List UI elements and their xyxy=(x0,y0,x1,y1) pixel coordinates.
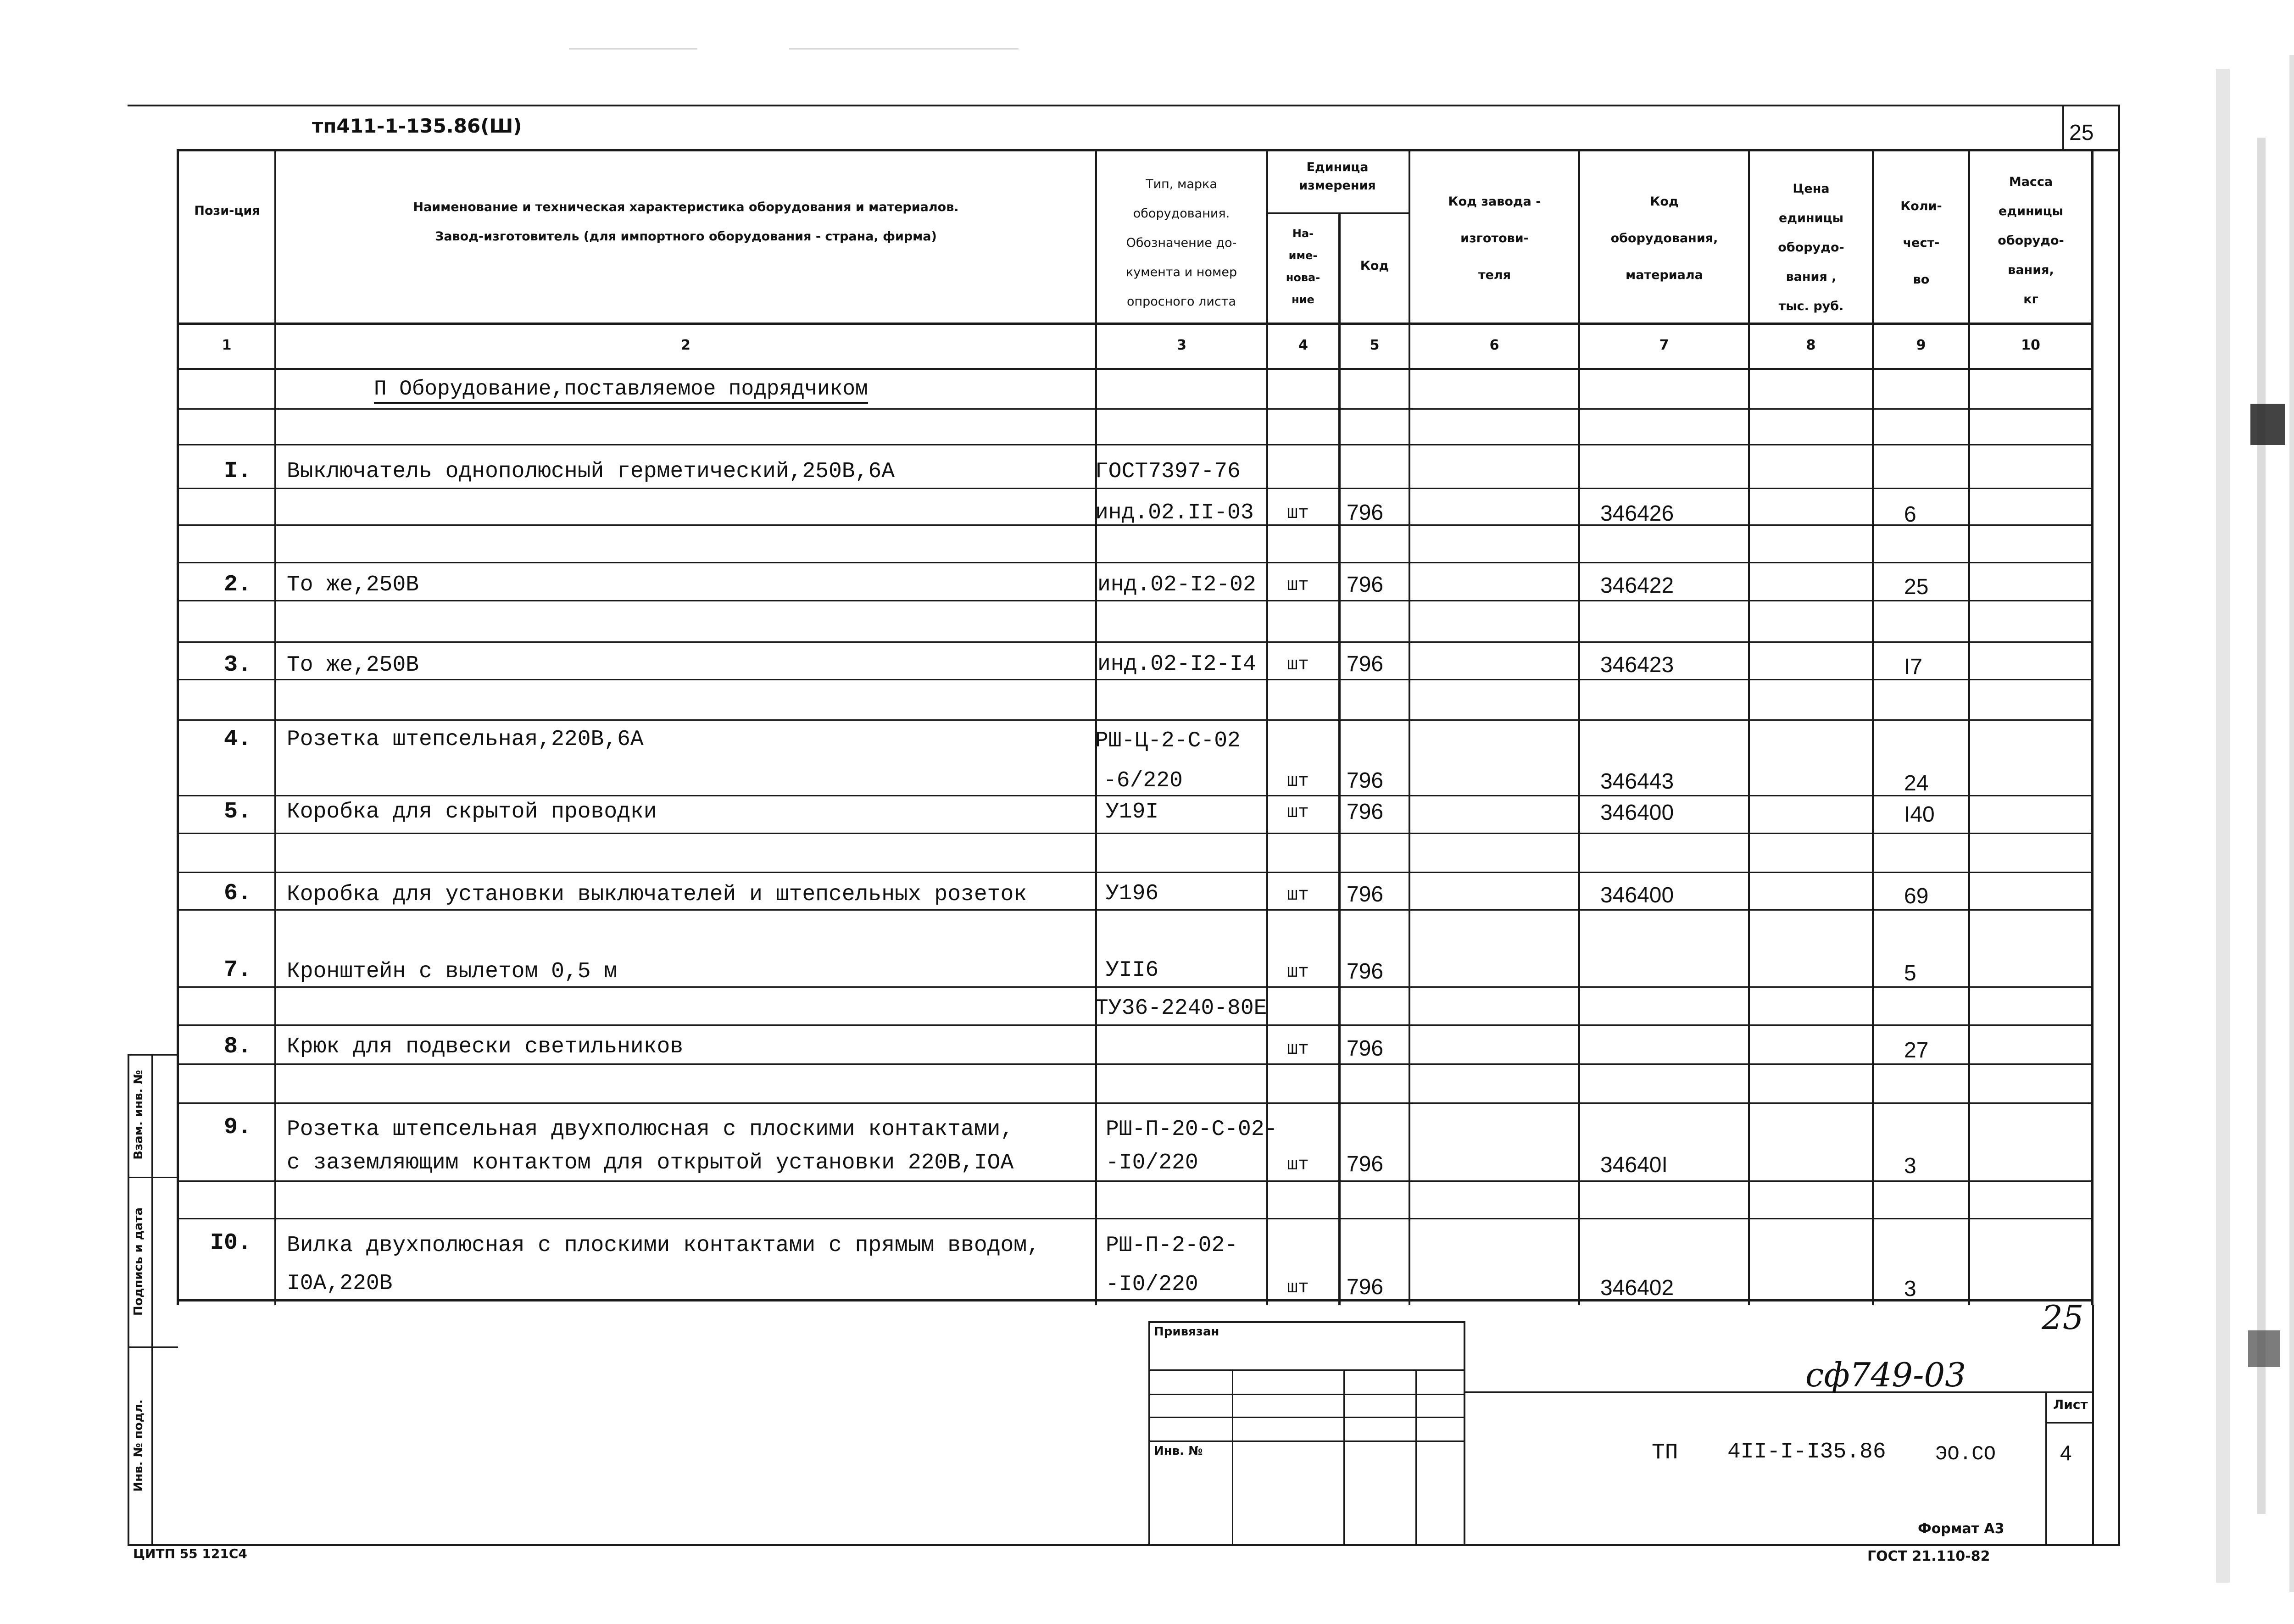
stamp-grid-vline xyxy=(1343,1369,1345,1546)
row-type: РШ-П-20-С-02- xyxy=(1106,1117,1278,1142)
col-line-8 xyxy=(1872,149,1874,1305)
sheet-box-right xyxy=(2092,1305,2094,1546)
row-position: 9. xyxy=(223,1114,251,1140)
header-unit-name: На- име- нова- ние xyxy=(1286,227,1320,306)
document-code-top: тп411-1-135.86(Ш) xyxy=(312,115,522,137)
scan-noise xyxy=(2216,69,2230,1583)
stamp-privyazan-left xyxy=(1148,1321,1150,1546)
side-label-signature-date: Подпись и дата xyxy=(132,1207,145,1316)
side-stamp-div1 xyxy=(128,1177,178,1178)
row-unit-code: 796 xyxy=(1347,768,1384,793)
col-number-8: 8 xyxy=(1806,337,1816,353)
scan-noise xyxy=(2257,138,2266,1514)
row-quantity: 5 xyxy=(1904,961,1916,985)
col-line-7 xyxy=(1748,149,1750,1305)
row-quantity: 3 xyxy=(1904,1277,1916,1301)
row-position: 4. xyxy=(223,726,251,752)
row-name: Розетка штепсельная двухполюсная с плоскими контактами, xyxy=(287,1117,1014,1142)
footer-format: Формат А3 xyxy=(1918,1521,2004,1537)
row-unit: шт xyxy=(1287,802,1309,823)
row-quantity: 69 xyxy=(1904,884,1929,908)
side-stamp-inner xyxy=(151,1054,153,1546)
row-unit-code: 796 xyxy=(1347,882,1384,907)
row-code: 346422 xyxy=(1600,573,1674,598)
scan-noise xyxy=(789,48,1019,50)
stamp-grid-line xyxy=(1148,1394,1465,1395)
row-quantity: 6 xyxy=(1904,502,1916,527)
row-name: То же,250В xyxy=(287,653,419,678)
row-line xyxy=(177,833,2094,834)
col-number-7: 7 xyxy=(1659,337,1669,353)
row-code: 34640I xyxy=(1600,1153,1668,1177)
header-name-line1: Наименование и техническая характеристика оборудования и материалов. xyxy=(413,200,959,214)
row-unit-code: 796 xyxy=(1347,800,1384,824)
handwritten-page: 25 xyxy=(2042,1298,2084,1337)
row-unit-code: 796 xyxy=(1347,573,1384,597)
row-line xyxy=(177,1180,2094,1182)
row-code: 346426 xyxy=(1600,501,1674,526)
row-line xyxy=(177,1102,2094,1104)
row-type: -I0/220 xyxy=(1106,1272,1198,1297)
title-block-top xyxy=(1464,1391,2094,1393)
row-name: Вилка двухполюсная с плоскими контактами с прямым вводом, xyxy=(287,1233,1040,1258)
row-name: То же,250В xyxy=(287,573,419,597)
row-quantity: I7 xyxy=(1904,655,1923,679)
col-line-1 xyxy=(274,149,276,1305)
row-name: Кронштейн с вылетом 0,5 м xyxy=(287,959,618,984)
numbers-row-bottom xyxy=(177,368,2094,370)
col-number-10: 10 xyxy=(2021,337,2040,353)
header-quantity: Коли- чест- во xyxy=(1900,199,1942,287)
row-type: ГОСТ7397-76 xyxy=(1095,459,1241,484)
table-top-line xyxy=(177,149,2119,151)
row-unit: шт xyxy=(1287,503,1309,524)
side-stamp-div2 xyxy=(128,1346,178,1348)
sheet-box-left xyxy=(2045,1391,2047,1546)
row-code: 346400 xyxy=(1600,801,1674,825)
row-name: с заземляющим контактом для открытой установки 220В,IOA xyxy=(287,1151,1014,1175)
col-number-9: 9 xyxy=(1916,337,1926,353)
side-label-orig-inv: Инв. № подл. xyxy=(132,1399,145,1492)
stamp-grid-line xyxy=(1148,1440,1465,1442)
doc-series: ТП xyxy=(1652,1440,1678,1465)
row-line xyxy=(177,408,2094,410)
frame-right-line xyxy=(2118,105,2120,1546)
row-type: РШ-Ц-2-С-02 xyxy=(1095,729,1241,753)
table-bottom-line xyxy=(177,1299,2094,1301)
stamp-inv-no-label: Инв. № xyxy=(1154,1444,1203,1458)
row-type: инд.02-I2-02 xyxy=(1097,573,1256,597)
row-unit-code: 796 xyxy=(1347,959,1384,984)
header-mass: Масса единицы оборудо- вания, кг xyxy=(1998,175,2064,306)
row-line xyxy=(177,562,2094,563)
row-line xyxy=(177,986,2094,988)
col-number-1: 1 xyxy=(222,337,232,353)
page-box-left xyxy=(2062,105,2064,150)
row-line xyxy=(177,488,2094,489)
scan-noise xyxy=(2248,1330,2280,1367)
stamp-privyazan-label: Привязан xyxy=(1154,1325,1219,1339)
footer-left: ЦИТП 55 121С4 xyxy=(133,1546,247,1561)
row-unit-code: 796 xyxy=(1347,1275,1384,1299)
row-line xyxy=(177,872,2094,873)
stamp-grid-line xyxy=(1148,1417,1465,1418)
stamp-grid-vline xyxy=(1415,1369,1417,1546)
row-position: 5. xyxy=(223,799,251,825)
side-stamp-outer xyxy=(128,1054,129,1546)
row-line xyxy=(177,641,2094,643)
row-code: 346400 xyxy=(1600,883,1674,907)
section-title: П Оборудование,поставляемое подрядчиком xyxy=(374,376,868,404)
col-number-4: 4 xyxy=(1298,337,1308,353)
sheet-number: 4 xyxy=(2060,1441,2072,1465)
row-type: -6/220 xyxy=(1103,768,1183,793)
row-unit: шт xyxy=(1287,1155,1309,1175)
row-type: инд.02.II-03 xyxy=(1095,501,1254,525)
col-line-5 xyxy=(1409,149,1410,1305)
row-unit-code: 796 xyxy=(1347,1036,1384,1061)
side-label-replace-inv: Взам. инв. № xyxy=(132,1070,145,1160)
row-unit-code: 796 xyxy=(1347,501,1384,525)
row-position: 3. xyxy=(223,652,251,678)
scan-noise xyxy=(569,48,697,50)
stamp-privyazan-top xyxy=(1148,1321,1465,1323)
header-type: Тип, марка оборудования. Обозначение до- кумента и номер опросного листа xyxy=(1125,177,1237,309)
header-factory-code: Код завода - изготови- теля xyxy=(1448,195,1541,282)
header-name xyxy=(280,193,1092,251)
stamp-grid-line xyxy=(1148,1369,1465,1371)
row-line xyxy=(177,600,2094,601)
frame-top-line xyxy=(128,105,2120,106)
doc-suffix: ЭО.СО xyxy=(1935,1443,1996,1466)
row-line xyxy=(177,909,2094,911)
doc-number: 4II-I-I35.86 xyxy=(1727,1440,1886,1464)
row-type: ТУ36-2240-80Е xyxy=(1095,996,1267,1021)
header-unit-code: Код xyxy=(1360,259,1389,273)
header-equipment-code: Код оборудования, материала xyxy=(1610,195,1718,282)
row-line xyxy=(177,679,2094,680)
handwritten-code: сф749-03 xyxy=(1805,1356,1966,1394)
col-number-2: 2 xyxy=(681,337,690,353)
row-unit: шт xyxy=(1287,1278,1309,1298)
footer-gost: ГОСТ 21.110-82 xyxy=(1867,1548,1990,1564)
row-position: 2. xyxy=(223,572,251,598)
row-type: РШ-П-2-02- xyxy=(1106,1233,1238,1258)
row-name: Крюк для подвески светильников xyxy=(287,1034,684,1059)
row-line xyxy=(177,1063,2094,1065)
row-unit: шт xyxy=(1287,885,1309,906)
row-line xyxy=(177,719,2094,721)
row-type: -I0/220 xyxy=(1106,1151,1198,1175)
row-position: I0. xyxy=(210,1230,251,1256)
row-type: УII6 xyxy=(1106,958,1159,983)
row-name: Выключатель однополюсный герметический,250В,6А xyxy=(287,459,895,484)
row-unit-code: 796 xyxy=(1347,652,1384,676)
row-quantity: 25 xyxy=(1904,575,1929,599)
col-number-5: 5 xyxy=(1370,337,1380,353)
row-line xyxy=(177,795,2094,796)
row-position: 6. xyxy=(223,880,251,907)
col-line-6 xyxy=(1578,149,1580,1305)
frame-bottom-line xyxy=(128,1544,2120,1546)
stamp-grid-vline xyxy=(1232,1369,1233,1546)
row-name: Коробка для установки выключателей и штепсельных розеток xyxy=(287,882,1027,907)
col-number-3: 3 xyxy=(1177,337,1186,353)
header-unit-group: Единица измерения xyxy=(1299,160,1376,193)
page-number-top: 25 xyxy=(2069,121,2094,145)
header-bottom-line xyxy=(177,323,2094,325)
row-line xyxy=(177,444,2094,445)
row-type: У196 xyxy=(1106,881,1159,906)
sheet-box-divider xyxy=(2045,1422,2093,1424)
row-position: 7. xyxy=(223,957,251,983)
row-position: 8. xyxy=(223,1034,251,1060)
row-quantity: 27 xyxy=(1904,1038,1929,1062)
col-number-6: 6 xyxy=(1489,337,1499,353)
scan-noise xyxy=(2250,404,2285,445)
row-position: I. xyxy=(223,458,251,484)
row-unit: шт xyxy=(1287,1039,1309,1060)
sheet-label: Лист xyxy=(2053,1397,2088,1412)
header-pos: Пози-ция xyxy=(194,204,260,218)
row-code: 346402 xyxy=(1600,1276,1674,1300)
row-line xyxy=(177,1218,2094,1219)
col-line-9 xyxy=(1968,149,1970,1305)
row-unit: шт xyxy=(1287,962,1309,983)
row-name: I0А,220В xyxy=(287,1271,393,1296)
row-name: Коробка для скрытой проводки xyxy=(287,800,657,824)
row-name: Розетка штепсельная,220В,6А xyxy=(287,727,644,752)
col-line-4 xyxy=(1338,213,1341,1305)
row-line xyxy=(177,1024,2094,1026)
scan-noise xyxy=(2289,55,2294,1592)
row-code: 346423 xyxy=(1600,653,1674,677)
row-quantity: 24 xyxy=(1904,771,1929,795)
row-code: 346443 xyxy=(1600,769,1674,794)
header-price: Цена единицы оборудо- вания , тыс. руб. xyxy=(1778,182,1844,313)
header-name-line2: Завод-изготовитель (для импортного оборудования - страна, фирма) xyxy=(435,229,937,244)
unit-group-divider xyxy=(1266,212,1409,214)
row-type: У19I xyxy=(1106,800,1159,824)
row-quantity: 3 xyxy=(1904,1154,1916,1178)
stamp-privyazan-right xyxy=(1464,1321,1465,1546)
row-unit: шт xyxy=(1287,575,1309,596)
row-unit: шт xyxy=(1287,655,1309,675)
row-type: инд.02-I2-I4 xyxy=(1097,652,1256,677)
row-unit: шт xyxy=(1287,771,1309,792)
row-unit-code: 796 xyxy=(1347,1152,1384,1176)
row-quantity: I40 xyxy=(1904,802,1935,827)
